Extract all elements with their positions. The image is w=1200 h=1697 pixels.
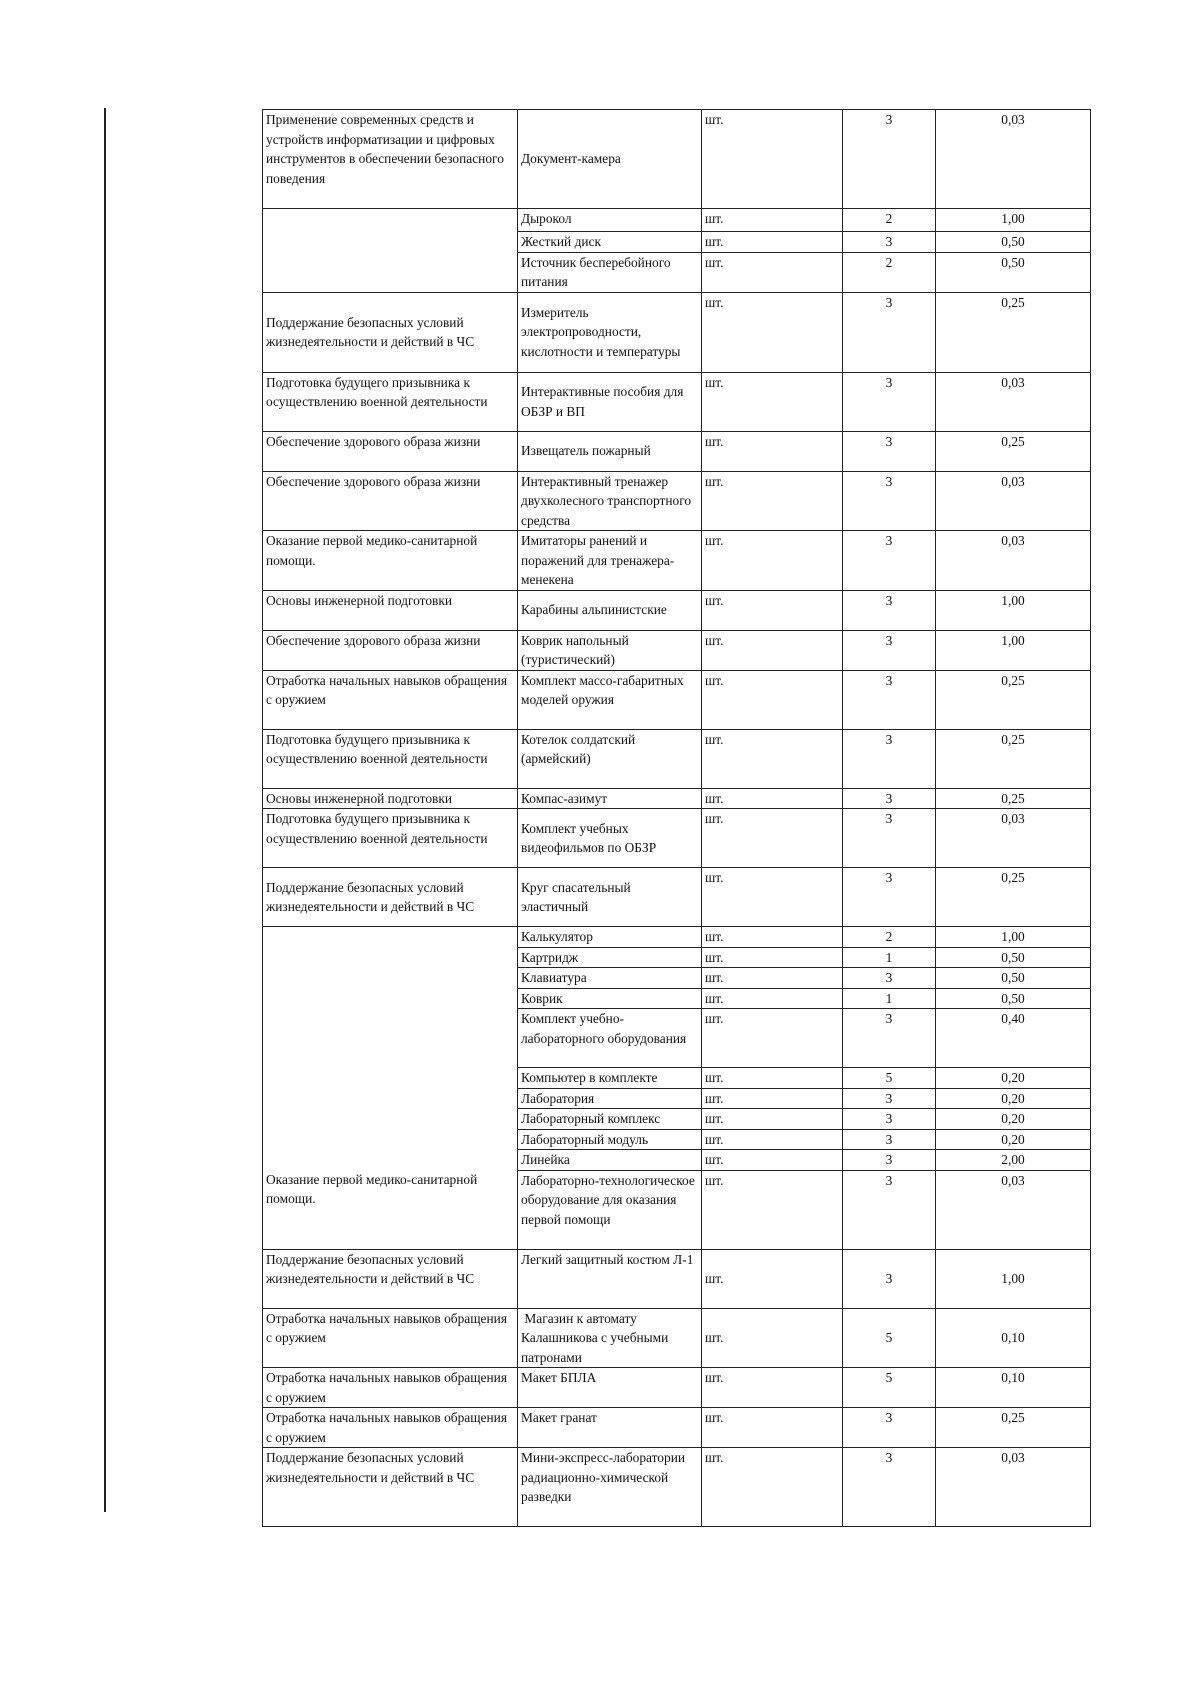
norm-cell: 0,03	[936, 110, 1091, 209]
unit-cell: шт.	[702, 252, 843, 292]
qty-cell: 3	[843, 1009, 936, 1068]
item-cell: Комплект массо-габаритных моделей оружия	[518, 670, 702, 729]
section-cell: Подготовка будущего призывника к осуществлению военной деятельности	[263, 372, 518, 431]
item-cell: Комплект учебных видеофильмов по ОБЗР	[518, 809, 702, 868]
section-cell: Обеспечение здорового образа жизни	[263, 471, 518, 531]
unit-cell: шт.	[702, 1308, 843, 1368]
norm-cell: 0,40	[936, 1009, 1091, 1068]
norm-cell: 0,25	[936, 729, 1091, 788]
norm-cell: 1,00	[936, 590, 1091, 630]
section-cell-empty	[263, 209, 518, 293]
item-cell: Извещатель пожарный	[518, 431, 702, 471]
section-cell: Применение современных средств и устройств информатизации и цифровых инструментов в обеспечении безопасного поведения	[263, 110, 518, 209]
norm-cell: 0,20	[936, 1129, 1091, 1150]
table-row	[263, 590, 1091, 630]
unit-cell: шт.	[702, 531, 843, 591]
item-cell: Дырокол	[518, 209, 702, 232]
norm-cell: 0,50	[936, 988, 1091, 1009]
qty-cell: 3	[843, 1249, 936, 1308]
qty-cell: 5	[843, 1368, 936, 1408]
norm-cell: 0,50	[936, 232, 1091, 253]
norm-cell: 0,25	[936, 868, 1091, 927]
norm-cell: 0,20	[936, 1068, 1091, 1089]
qty-cell: 2	[843, 252, 936, 292]
item-cell: Лабораторный модуль	[518, 1129, 702, 1150]
norm-cell: 0,25	[936, 292, 1091, 372]
table-row	[263, 670, 1091, 729]
unit-cell: шт.	[702, 1368, 843, 1408]
table-row	[263, 809, 1091, 868]
qty-cell: 3	[843, 729, 936, 788]
unit-cell: шт.	[702, 1009, 843, 1068]
norm-cell: 0,25	[936, 1408, 1091, 1448]
unit-cell: шт.	[702, 292, 843, 372]
item-cell: Калькулятор	[518, 927, 702, 948]
item-cell: Лабораторно-технологическое оборудование для оказания первой помощи	[518, 1170, 702, 1249]
qty-cell: 3	[843, 1109, 936, 1130]
unit-cell: шт.	[702, 927, 843, 948]
item-cell: Комплект учебно-лабораторного оборудования	[518, 1009, 702, 1068]
section-cell: Поддержание безопасных условий жизнедеятельности и действий в ЧС	[263, 1249, 518, 1308]
section-cell: Обеспечение здорового образа жизни	[263, 431, 518, 471]
section-cell: Подготовка будущего призывника к осуществлению военной деятельности	[263, 809, 518, 868]
norm-cell: 0,50	[936, 252, 1091, 292]
unit-cell: шт.	[702, 1150, 843, 1171]
norm-cell: 0,03	[936, 531, 1091, 591]
table-row	[263, 788, 1091, 809]
unit-cell: шт.	[702, 1109, 843, 1130]
margin-rule	[104, 108, 106, 1512]
unit-cell: шт.	[702, 968, 843, 989]
norm-cell: 0,03	[936, 809, 1091, 868]
unit-cell: шт.	[702, 1170, 843, 1249]
qty-cell: 3	[843, 868, 936, 927]
item-cell: Макет БПЛА	[518, 1368, 702, 1408]
unit-cell: шт.	[702, 1249, 843, 1308]
norm-cell: 0,50	[936, 968, 1091, 989]
unit-cell: шт.	[702, 947, 843, 968]
item-cell: Коврик	[518, 988, 702, 1009]
item-cell: Лаборатория	[518, 1088, 702, 1109]
item-cell: Легкий защитный костюм Л-1	[518, 1249, 702, 1308]
norm-cell: 0,03	[936, 372, 1091, 431]
item-cell: Клавиатура	[518, 968, 702, 989]
qty-cell: 3	[843, 110, 936, 209]
qty-cell: 3	[843, 372, 936, 431]
norm-cell: 0,25	[936, 788, 1091, 809]
section-cell: Оказание первой медико-санитарной помощи.	[263, 927, 518, 1250]
norm-cell: 0,03	[936, 1448, 1091, 1527]
norm-cell: 0,25	[936, 431, 1091, 471]
item-cell: Карабины альпинистские	[518, 590, 702, 630]
unit-cell: шт.	[702, 630, 843, 670]
unit-cell: шт.	[702, 590, 843, 630]
unit-cell: шт.	[702, 988, 843, 1009]
table-row	[263, 292, 1091, 372]
qty-cell: 1	[843, 988, 936, 1009]
item-cell: Источник бесперебойного питания	[518, 252, 702, 292]
qty-cell: 3	[843, 809, 936, 868]
unit-cell: шт.	[702, 1088, 843, 1109]
norm-cell: 0,25	[936, 670, 1091, 729]
unit-cell: шт.	[702, 110, 843, 209]
table-row	[263, 1249, 1091, 1308]
item-cell: Мини-экспресс-лаборатории радиационно-химической разведки	[518, 1448, 702, 1527]
unit-cell: шт.	[702, 209, 843, 232]
section-cell: Отработка начальных навыков обращения с оружием	[263, 1408, 518, 1448]
qty-cell: 2	[843, 927, 936, 948]
unit-cell: шт.	[702, 1408, 843, 1448]
item-cell: Макет гранат	[518, 1408, 702, 1448]
section-cell: Отработка начальных навыков обращения с оружием	[263, 670, 518, 729]
unit-cell: шт.	[702, 788, 843, 809]
norm-cell: 0,03	[936, 1170, 1091, 1249]
section-cell: Отработка начальных навыков обращения с оружием	[263, 1368, 518, 1408]
unit-cell: шт.	[702, 232, 843, 253]
section-cell: Отработка начальных навыков обращения с оружием	[263, 1308, 518, 1368]
section-cell: Подготовка будущего призывника к осуществлению военной деятельности	[263, 729, 518, 788]
table-row	[263, 1368, 1091, 1408]
item-cell: Жесткий диск	[518, 232, 702, 253]
item-cell: Котелок солдатский (армейский)	[518, 729, 702, 788]
table-row	[263, 927, 1091, 948]
section-cell: Поддержание безопасных условий жизнедеятельности и действий в ЧС	[263, 1448, 518, 1527]
norm-cell: 0,10	[936, 1308, 1091, 1368]
unit-cell: шт.	[702, 1068, 843, 1089]
table-row	[263, 531, 1091, 591]
table-row	[263, 372, 1091, 431]
norm-cell: 0,20	[936, 1088, 1091, 1109]
norm-cell: 1,00	[936, 927, 1091, 948]
table-row	[263, 110, 1091, 209]
qty-cell: 3	[843, 1150, 936, 1171]
norm-cell: 1,00	[936, 630, 1091, 670]
norm-cell: 0,20	[936, 1109, 1091, 1130]
table-row	[263, 431, 1091, 471]
qty-cell: 3	[843, 630, 936, 670]
item-cell: Компас-азимут	[518, 788, 702, 809]
qty-cell: 3	[843, 968, 936, 989]
table-row	[263, 209, 1091, 232]
unit-cell: шт.	[702, 431, 843, 471]
qty-cell: 3	[843, 531, 936, 591]
norm-cell: 2,00	[936, 1150, 1091, 1171]
item-cell: Компьютер в комплекте	[518, 1068, 702, 1089]
section-cell: Обеспечение здорового образа жизни	[263, 630, 518, 670]
unit-cell: шт.	[702, 471, 843, 531]
table-row	[263, 471, 1091, 531]
qty-cell: 3	[843, 1448, 936, 1527]
equipment-table	[262, 109, 1091, 1527]
item-cell: Интерактивные пособия для ОБЗР и ВП	[518, 372, 702, 431]
item-cell: Измеритель электропроводности, кислотности и температуры	[518, 292, 702, 372]
table-row	[263, 729, 1091, 788]
unit-cell: шт.	[702, 1448, 843, 1527]
qty-cell: 3	[843, 1088, 936, 1109]
qty-cell: 5	[843, 1308, 936, 1368]
norm-cell: 0,03	[936, 471, 1091, 531]
unit-cell: шт.	[702, 868, 843, 927]
qty-cell: 3	[843, 1408, 936, 1448]
qty-cell: 3	[843, 431, 936, 471]
qty-cell: 5	[843, 1068, 936, 1089]
qty-cell: 3	[843, 670, 936, 729]
qty-cell: 3	[843, 292, 936, 372]
table-row	[263, 1408, 1091, 1448]
qty-cell: 3	[843, 1170, 936, 1249]
unit-cell: шт.	[702, 809, 843, 868]
section-cell: Поддержание безопасных условий жизнедеятельности и действий в ЧС	[263, 292, 518, 372]
item-cell: Документ-камера	[518, 110, 702, 209]
unit-cell: шт.	[702, 670, 843, 729]
item-cell: Магазин к автомату Калашникова с учебными патронами	[518, 1308, 702, 1368]
table-row	[263, 1448, 1091, 1527]
section-cell: Поддержание безопасных условий жизнедеятельности и действий в ЧС	[263, 868, 518, 927]
qty-cell: 1	[843, 947, 936, 968]
section-cell: Оказание первой медико-санитарной помощи.	[263, 531, 518, 591]
norm-cell: 0,10	[936, 1368, 1091, 1408]
item-cell: Интерактивный тренажер двухколесного транспортного средства	[518, 471, 702, 531]
qty-cell: 3	[843, 471, 936, 531]
unit-cell: шт.	[702, 372, 843, 431]
qty-cell: 3	[843, 590, 936, 630]
table-row	[263, 868, 1091, 927]
qty-cell: 3	[843, 788, 936, 809]
qty-cell: 3	[843, 232, 936, 253]
qty-cell: 3	[843, 1129, 936, 1150]
unit-cell: шт.	[702, 729, 843, 788]
item-cell: Круг спасательный эластичный	[518, 868, 702, 927]
item-cell: Линейка	[518, 1150, 702, 1171]
item-cell: Лабораторный комплекс	[518, 1109, 702, 1130]
item-cell: Картридж	[518, 947, 702, 968]
item-cell: Имитаторы ранений и поражений для тренажера-менекена	[518, 531, 702, 591]
section-cell: Основы инженерной подготовки	[263, 590, 518, 630]
table-row	[263, 1308, 1091, 1368]
unit-cell: шт.	[702, 1129, 843, 1150]
norm-cell: 1,00	[936, 209, 1091, 232]
section-cell: Основы инженерной подготовки	[263, 788, 518, 809]
table-row	[263, 630, 1091, 670]
qty-cell: 2	[843, 209, 936, 232]
item-cell: Коврик напольный (туристический)	[518, 630, 702, 670]
norm-cell: 0,50	[936, 947, 1091, 968]
norm-cell: 1,00	[936, 1249, 1091, 1308]
